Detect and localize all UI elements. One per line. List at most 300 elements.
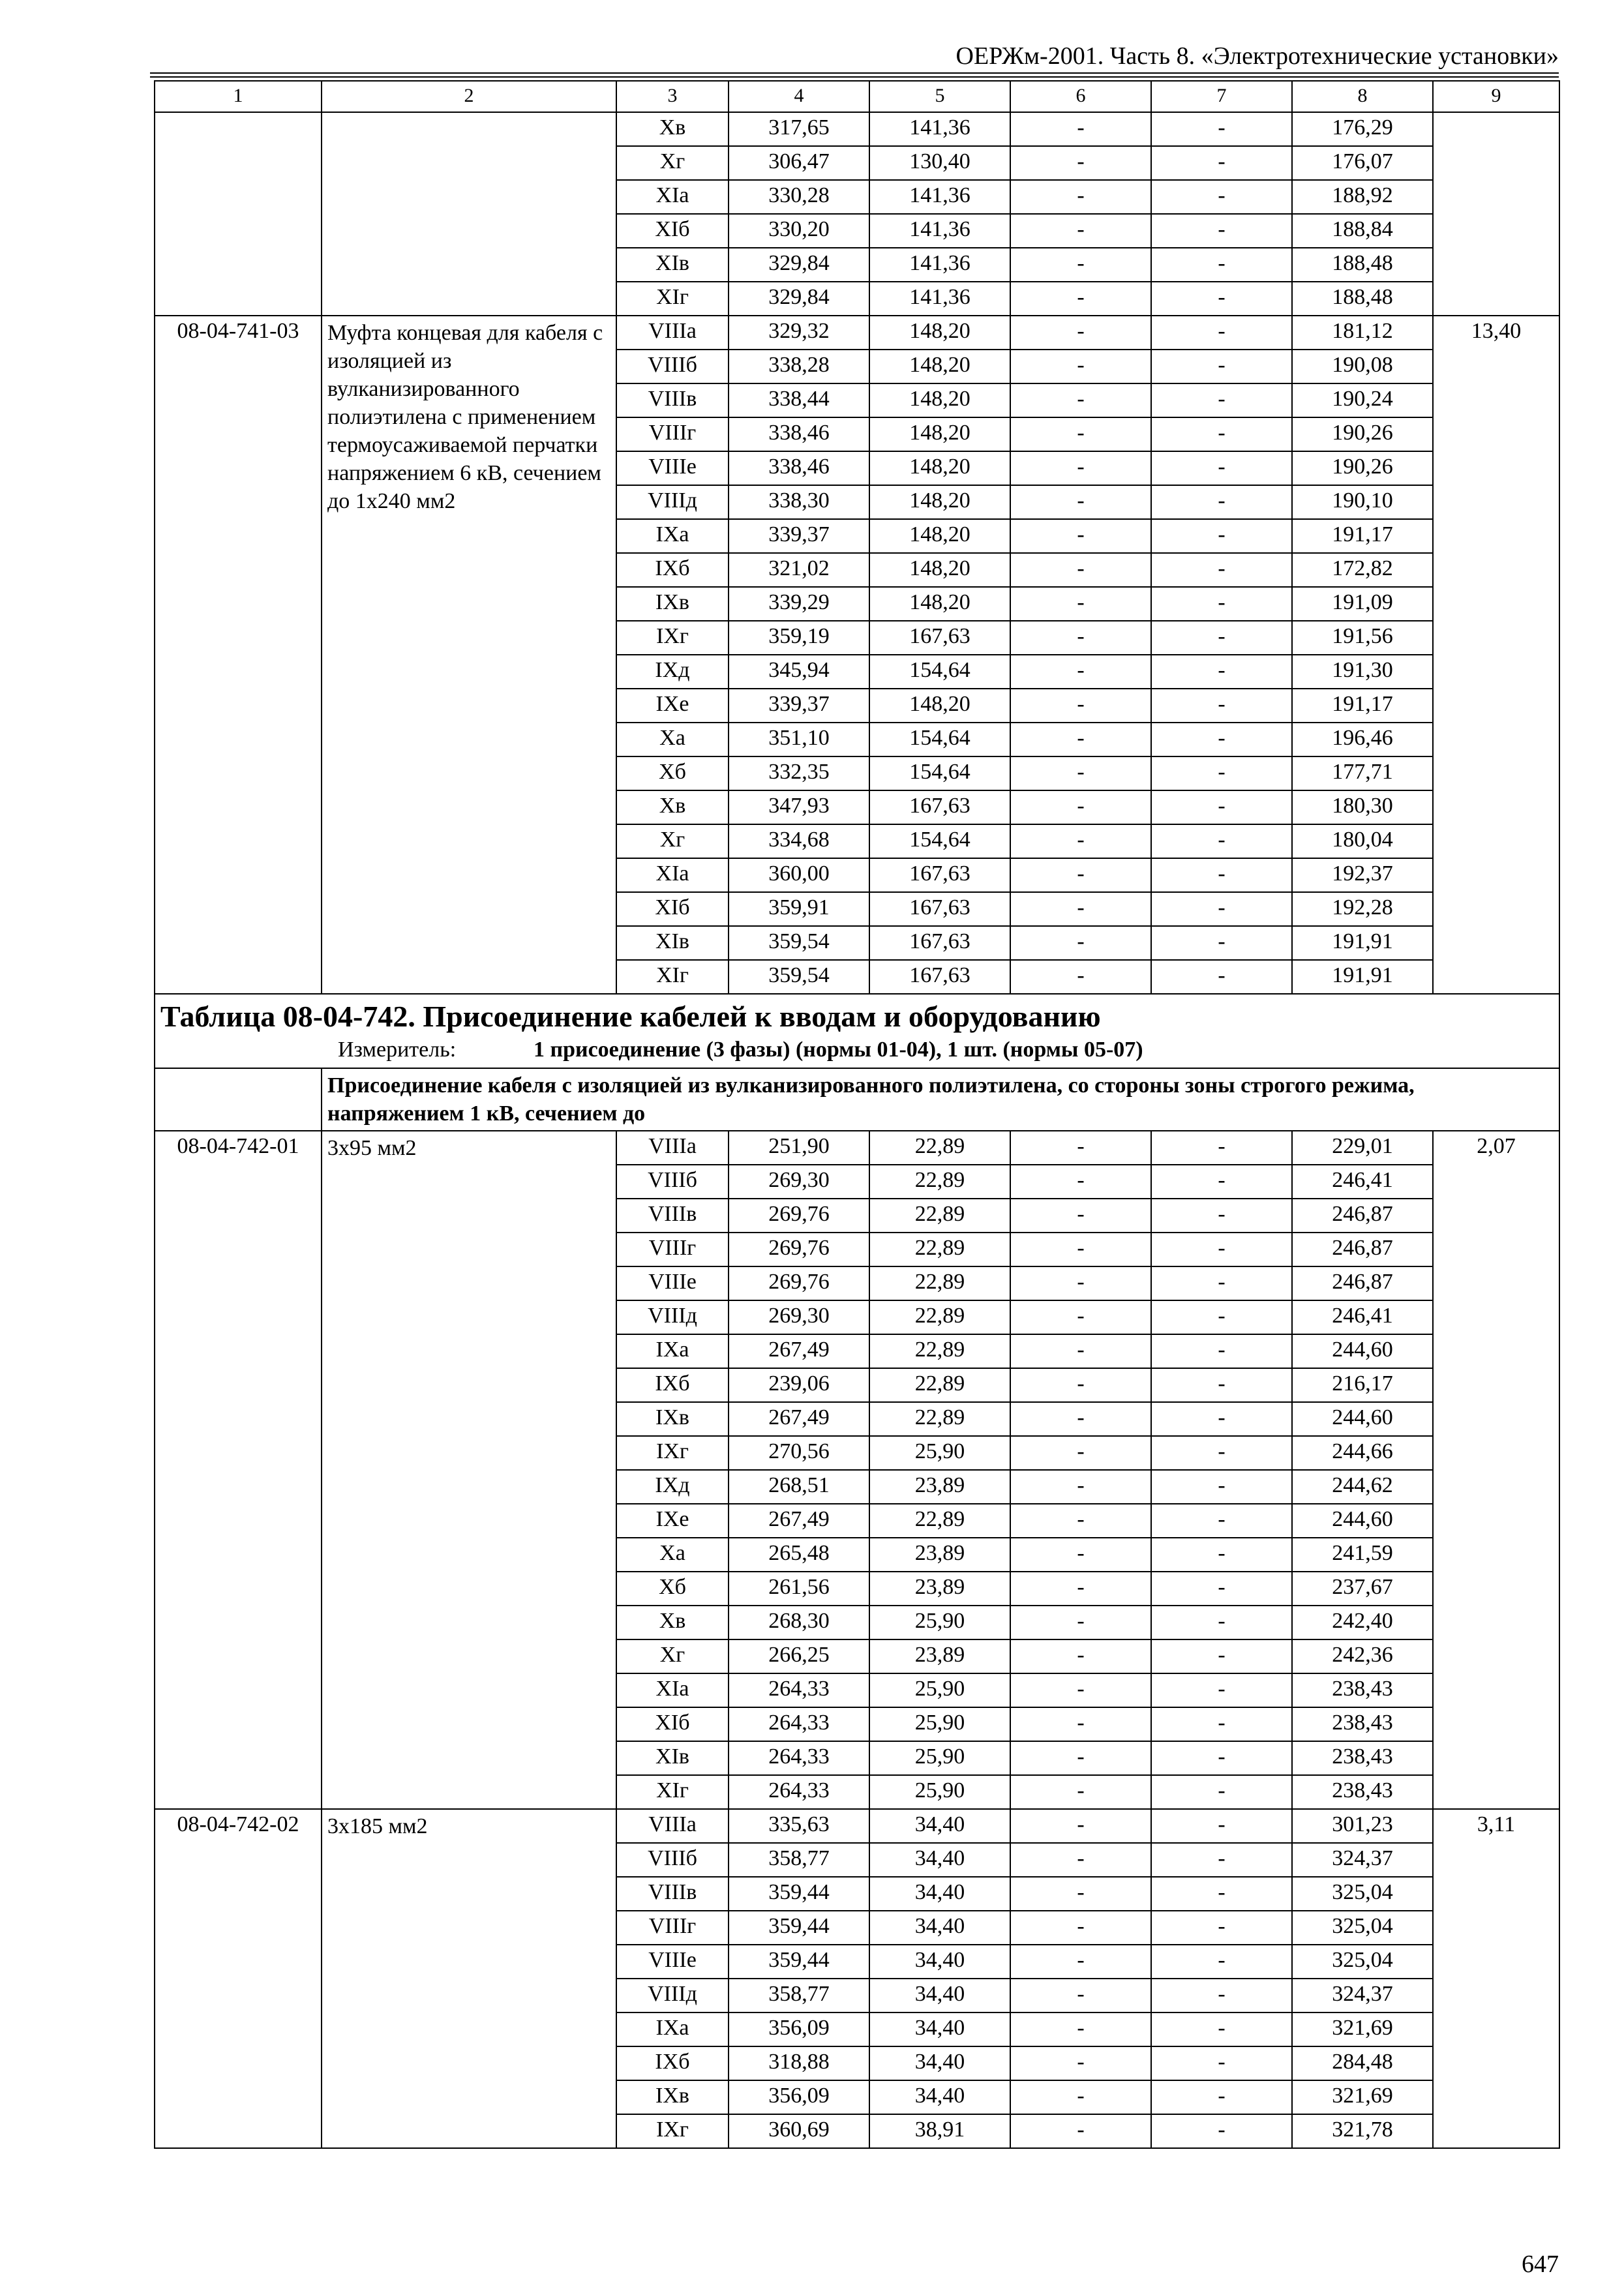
norm-description: 3х185 мм2 — [322, 1809, 616, 2148]
rates-table-body — [155, 81, 1559, 2148]
material-cost: 321,69 — [1292, 2012, 1433, 2046]
machine-cost: - — [1010, 1572, 1151, 1606]
total-cost: 321,02 — [729, 553, 869, 587]
material-cost: 190,26 — [1292, 417, 1433, 451]
machine-cost: - — [1010, 1199, 1151, 1233]
operator-wage: - — [1151, 824, 1292, 858]
zone-code: VIIIд — [616, 485, 729, 519]
section-title: Присоединение кабеля с изоляцией из вулканизированного полиэтилена, со стороны зоны строгого режима, напряжением 1 кВ, сечением до — [322, 1068, 1559, 1131]
zone-code: IXг — [616, 1436, 729, 1470]
operator-wage: - — [1151, 960, 1292, 994]
material-cost: 241,59 — [1292, 1538, 1433, 1572]
total-cost: 351,10 — [729, 723, 869, 756]
column-number: 3 — [616, 81, 729, 112]
measure-line — [160, 1035, 1555, 1065]
labor-cost: 34,40 — [869, 1809, 1010, 1843]
machine-cost: - — [1010, 1470, 1151, 1504]
material-cost: 190,08 — [1292, 350, 1433, 383]
total-cost: 330,20 — [729, 214, 869, 248]
material-cost: 244,62 — [1292, 1470, 1433, 1504]
total-cost: 338,46 — [729, 417, 869, 451]
zone-code: IXе — [616, 1504, 729, 1538]
machine-cost: - — [1010, 112, 1151, 146]
material-cost: 191,56 — [1292, 621, 1433, 655]
labor-cost: 154,64 — [869, 824, 1010, 858]
machine-cost: - — [1010, 587, 1151, 621]
labor-cost: 141,36 — [869, 112, 1010, 146]
material-cost: 192,28 — [1292, 892, 1433, 926]
zone-code: IXб — [616, 2046, 729, 2080]
operator-wage: - — [1151, 858, 1292, 892]
norm-code: 08-04-742-02 — [155, 1809, 322, 2148]
material-cost: 191,91 — [1292, 926, 1433, 960]
operator-wage: - — [1151, 383, 1292, 417]
zone-code: VIIIе — [616, 451, 729, 485]
machine-cost: - — [1010, 383, 1151, 417]
machine-cost: - — [1010, 1707, 1151, 1741]
zone-code: Xв — [616, 112, 729, 146]
total-cost: 332,35 — [729, 756, 869, 790]
material-cost: 181,12 — [1292, 316, 1433, 350]
operator-wage: - — [1151, 1266, 1292, 1300]
labor-cost: 23,89 — [869, 1639, 1010, 1673]
zone-code: XIг — [616, 1775, 729, 1809]
operator-wage: - — [1151, 2114, 1292, 2148]
zone-code: XIб — [616, 214, 729, 248]
labor-cost: 23,89 — [869, 1572, 1010, 1606]
material-cost: 284,48 — [1292, 2046, 1433, 2080]
material-cost: 188,92 — [1292, 180, 1433, 214]
operator-wage: - — [1151, 756, 1292, 790]
zone-code: VIIIв — [616, 1199, 729, 1233]
machine-cost: - — [1010, 689, 1151, 723]
total-cost: 266,25 — [729, 1639, 869, 1673]
running-header: ОЕРЖм-2001. Часть 8. «Электротехнические установки» — [955, 42, 1559, 70]
labor-cost: 141,36 — [869, 180, 1010, 214]
zone-code: XIб — [616, 1707, 729, 1741]
machine-cost: - — [1010, 248, 1151, 282]
machine-cost: - — [1010, 960, 1151, 994]
machine-cost: - — [1010, 756, 1151, 790]
header-rule-secondary — [150, 76, 1559, 78]
total-cost: 338,28 — [729, 350, 869, 383]
zone-code: VIIIа — [616, 1809, 729, 1843]
labor-hours — [1433, 112, 1559, 316]
labor-cost: 154,64 — [869, 756, 1010, 790]
material-cost: 242,36 — [1292, 1639, 1433, 1673]
operator-wage: - — [1151, 146, 1292, 180]
material-cost: 321,78 — [1292, 2114, 1433, 2148]
zone-code: IXа — [616, 2012, 729, 2046]
operator-wage: - — [1151, 1402, 1292, 1436]
operator-wage: - — [1151, 1809, 1292, 1843]
machine-cost: - — [1010, 1538, 1151, 1572]
table-title-row — [155, 994, 1559, 1068]
labor-cost: 22,89 — [869, 1504, 1010, 1538]
operator-wage: - — [1151, 1199, 1292, 1233]
machine-cost: - — [1010, 1775, 1151, 1809]
machine-cost: - — [1010, 1131, 1151, 1165]
total-cost: 338,44 — [729, 383, 869, 417]
labor-cost: 25,90 — [869, 1606, 1010, 1639]
total-cost: 358,77 — [729, 1979, 869, 2012]
zone-code: IXа — [616, 1334, 729, 1368]
operator-wage: - — [1151, 926, 1292, 960]
labor-cost: 148,20 — [869, 553, 1010, 587]
total-cost: 339,37 — [729, 689, 869, 723]
labor-cost: 148,20 — [869, 316, 1010, 350]
column-number: 8 — [1292, 81, 1433, 112]
operator-wage: - — [1151, 723, 1292, 756]
material-cost: 229,01 — [1292, 1131, 1433, 1165]
labor-cost: 25,90 — [869, 1707, 1010, 1741]
operator-wage: - — [1151, 1877, 1292, 1911]
machine-cost: - — [1010, 1639, 1151, 1673]
labor-cost: 148,20 — [869, 485, 1010, 519]
machine-cost: - — [1010, 1165, 1151, 1199]
labor-cost: 130,40 — [869, 146, 1010, 180]
total-cost: 317,65 — [729, 112, 869, 146]
machine-cost: - — [1010, 1741, 1151, 1775]
machine-cost: - — [1010, 451, 1151, 485]
norm-description: 3х95 мм2 — [322, 1131, 616, 1809]
material-cost: 176,07 — [1292, 146, 1433, 180]
material-cost: 238,43 — [1292, 1707, 1433, 1741]
total-cost: 268,51 — [729, 1470, 869, 1504]
zone-code: VIIIа — [616, 316, 729, 350]
total-cost: 267,49 — [729, 1402, 869, 1436]
material-cost: 191,17 — [1292, 519, 1433, 553]
zone-code: XIг — [616, 960, 729, 994]
zone-code: XIа — [616, 180, 729, 214]
total-cost: 268,30 — [729, 1606, 869, 1639]
total-cost: 269,76 — [729, 1266, 869, 1300]
material-cost: 177,71 — [1292, 756, 1433, 790]
zone-code: VIIIе — [616, 1945, 729, 1979]
total-cost: 264,33 — [729, 1707, 869, 1741]
operator-wage: - — [1151, 2080, 1292, 2114]
zone-code: XIв — [616, 926, 729, 960]
operator-wage: - — [1151, 689, 1292, 723]
labor-cost: 23,89 — [869, 1538, 1010, 1572]
zone-code: IXб — [616, 1368, 729, 1402]
column-number: 1 — [155, 81, 322, 112]
machine-cost: - — [1010, 2080, 1151, 2114]
material-cost: 180,04 — [1292, 824, 1433, 858]
labor-cost: 34,40 — [869, 1843, 1010, 1877]
zone-code: VIIIв — [616, 383, 729, 417]
labor-cost: 22,89 — [869, 1199, 1010, 1233]
total-cost: 339,29 — [729, 587, 869, 621]
section-row — [155, 1068, 1559, 1131]
material-cost: 325,04 — [1292, 1945, 1433, 1979]
column-number: 5 — [869, 81, 1010, 112]
labor-cost: 38,91 — [869, 2114, 1010, 2148]
zone-code: Xв — [616, 1606, 729, 1639]
material-cost: 325,04 — [1292, 1911, 1433, 1945]
labor-cost: 22,89 — [869, 1266, 1010, 1300]
material-cost: 190,10 — [1292, 485, 1433, 519]
labor-cost: 22,89 — [869, 1368, 1010, 1402]
machine-cost: - — [1010, 926, 1151, 960]
material-cost: 246,87 — [1292, 1199, 1433, 1233]
material-cost: 191,17 — [1292, 689, 1433, 723]
material-cost: 246,41 — [1292, 1300, 1433, 1334]
column-number: 2 — [322, 81, 616, 112]
zone-code: IXд — [616, 655, 729, 689]
zone-code: VIIIб — [616, 1843, 729, 1877]
total-cost: 359,44 — [729, 1911, 869, 1945]
zone-code: Xб — [616, 1572, 729, 1606]
operator-wage: - — [1151, 1300, 1292, 1334]
total-cost: 261,56 — [729, 1572, 869, 1606]
machine-cost: - — [1010, 146, 1151, 180]
material-cost: 188,48 — [1292, 282, 1433, 316]
machine-cost: - — [1010, 1911, 1151, 1945]
labor-cost: 22,89 — [869, 1402, 1010, 1436]
material-cost: 324,37 — [1292, 1843, 1433, 1877]
total-cost: 329,84 — [729, 282, 869, 316]
zone-code: VIIIе — [616, 1266, 729, 1300]
zone-code: XIв — [616, 1741, 729, 1775]
machine-cost: - — [1010, 316, 1151, 350]
machine-cost: - — [1010, 1809, 1151, 1843]
labor-cost: 34,40 — [869, 2046, 1010, 2080]
labor-hours: 13,40 — [1433, 316, 1559, 994]
machine-cost: - — [1010, 655, 1151, 689]
total-cost: 338,30 — [729, 485, 869, 519]
operator-wage: - — [1151, 1436, 1292, 1470]
material-cost: 172,82 — [1292, 553, 1433, 587]
norm-description: Муфта концевая для кабеля с изоляцией из вулканизированного полиэтилена с применением термоусаживаемой перчатки напряжением 6 кВ, сечением до 1х240 мм2 — [322, 316, 616, 994]
material-cost: 244,60 — [1292, 1402, 1433, 1436]
zone-code: Xг — [616, 146, 729, 180]
operator-wage: - — [1151, 417, 1292, 451]
operator-wage: - — [1151, 282, 1292, 316]
labor-cost: 34,40 — [869, 2080, 1010, 2114]
machine-cost: - — [1010, 350, 1151, 383]
total-cost: 270,56 — [729, 1436, 869, 1470]
operator-wage: - — [1151, 1233, 1292, 1266]
total-cost: 269,76 — [729, 1199, 869, 1233]
machine-cost: - — [1010, 858, 1151, 892]
machine-cost: - — [1010, 790, 1151, 824]
labor-cost: 167,63 — [869, 960, 1010, 994]
column-number: 4 — [729, 81, 869, 112]
zone-code: IXб — [616, 553, 729, 587]
column-number: 6 — [1010, 81, 1151, 112]
total-cost: 269,30 — [729, 1300, 869, 1334]
total-cost: 359,54 — [729, 926, 869, 960]
material-cost: 192,37 — [1292, 858, 1433, 892]
total-cost: 265,48 — [729, 1538, 869, 1572]
machine-cost: - — [1010, 1300, 1151, 1334]
labor-cost: 22,89 — [869, 1300, 1010, 1334]
machine-cost: - — [1010, 417, 1151, 451]
labor-cost: 23,89 — [869, 1470, 1010, 1504]
zone-code: XIг — [616, 282, 729, 316]
page-number: 647 — [1522, 2251, 1559, 2278]
norm-description — [322, 112, 616, 316]
operator-wage: - — [1151, 1979, 1292, 2012]
measure-value: 1 присоединение (3 фазы) (нормы 01-04), 1 шт. (нормы 05-07) — [534, 1038, 1143, 1062]
machine-cost: - — [1010, 282, 1151, 316]
operator-wage: - — [1151, 1504, 1292, 1538]
norm-code: 08-04-741-03 — [155, 316, 322, 994]
table-row — [155, 1809, 1559, 1843]
labor-cost: 34,40 — [869, 2012, 1010, 2046]
total-cost: 360,00 — [729, 858, 869, 892]
zone-code: XIв — [616, 248, 729, 282]
labor-cost: 154,64 — [869, 723, 1010, 756]
operator-wage: - — [1151, 587, 1292, 621]
total-cost: 267,49 — [729, 1504, 869, 1538]
machine-cost: - — [1010, 180, 1151, 214]
total-cost: 251,90 — [729, 1131, 869, 1165]
machine-cost: - — [1010, 2012, 1151, 2046]
zone-code: Xг — [616, 1639, 729, 1673]
material-cost: 176,29 — [1292, 112, 1433, 146]
labor-cost: 148,20 — [869, 417, 1010, 451]
operator-wage: - — [1151, 2046, 1292, 2080]
labor-cost: 167,63 — [869, 926, 1010, 960]
total-cost: 360,69 — [729, 2114, 869, 2148]
labor-cost: 154,64 — [869, 655, 1010, 689]
total-cost: 356,09 — [729, 2080, 869, 2114]
labor-cost: 167,63 — [869, 621, 1010, 655]
material-cost: 188,84 — [1292, 214, 1433, 248]
machine-cost: - — [1010, 1877, 1151, 1911]
material-cost: 246,87 — [1292, 1233, 1433, 1266]
labor-cost: 34,40 — [869, 1979, 1010, 2012]
zone-code: XIа — [616, 1673, 729, 1707]
measure-label: Измеритель: — [338, 1038, 457, 1062]
material-cost: 301,23 — [1292, 1809, 1433, 1843]
machine-cost: - — [1010, 1233, 1151, 1266]
zone-code: XIа — [616, 858, 729, 892]
material-cost: 324,37 — [1292, 1979, 1433, 2012]
material-cost: 244,60 — [1292, 1334, 1433, 1368]
material-cost: 216,17 — [1292, 1368, 1433, 1402]
total-cost: 359,54 — [729, 960, 869, 994]
operator-wage: - — [1151, 1639, 1292, 1673]
machine-cost: - — [1010, 1402, 1151, 1436]
zone-code: IXг — [616, 621, 729, 655]
total-cost: 269,30 — [729, 1165, 869, 1199]
operator-wage: - — [1151, 180, 1292, 214]
total-cost: 264,33 — [729, 1741, 869, 1775]
labor-cost: 148,20 — [869, 587, 1010, 621]
zone-code: IXе — [616, 689, 729, 723]
zone-code: Xа — [616, 1538, 729, 1572]
material-cost: 191,91 — [1292, 960, 1433, 994]
rates-table — [154, 80, 1560, 2149]
total-cost: 356,09 — [729, 2012, 869, 2046]
zone-code: IXа — [616, 519, 729, 553]
total-cost: 264,33 — [729, 1775, 869, 1809]
operator-wage: - — [1151, 2012, 1292, 2046]
operator-wage: - — [1151, 1606, 1292, 1639]
labor-cost: 141,36 — [869, 248, 1010, 282]
table-row — [155, 316, 1559, 350]
total-cost: 359,19 — [729, 621, 869, 655]
material-cost: 196,46 — [1292, 723, 1433, 756]
material-cost: 191,09 — [1292, 587, 1433, 621]
labor-cost: 148,20 — [869, 689, 1010, 723]
machine-cost: - — [1010, 1945, 1151, 1979]
labor-hours: 2,07 — [1433, 1131, 1559, 1809]
total-cost: 347,93 — [729, 790, 869, 824]
machine-cost: - — [1010, 621, 1151, 655]
total-cost: 330,28 — [729, 180, 869, 214]
column-number: 7 — [1151, 81, 1292, 112]
table-row — [155, 112, 1559, 146]
operator-wage: - — [1151, 1538, 1292, 1572]
operator-wage: - — [1151, 451, 1292, 485]
machine-cost: - — [1010, 1266, 1151, 1300]
norm-code: 08-04-742-01 — [155, 1131, 322, 1809]
operator-wage: - — [1151, 1470, 1292, 1504]
table-title-cell — [155, 994, 1559, 1068]
zone-code: XIб — [616, 892, 729, 926]
labor-cost: 34,40 — [869, 1945, 1010, 1979]
total-cost: 359,44 — [729, 1945, 869, 1979]
operator-wage: - — [1151, 1572, 1292, 1606]
zone-code: VIIIг — [616, 417, 729, 451]
material-cost: 180,30 — [1292, 790, 1433, 824]
norm-code — [155, 112, 322, 316]
zone-code: Xа — [616, 723, 729, 756]
operator-wage: - — [1151, 350, 1292, 383]
zone-code: VIIIг — [616, 1233, 729, 1266]
labor-cost: 22,89 — [869, 1165, 1010, 1199]
labor-cost: 141,36 — [869, 214, 1010, 248]
column-number: 9 — [1433, 81, 1559, 112]
material-cost: 238,43 — [1292, 1775, 1433, 1809]
zone-code: Xб — [616, 756, 729, 790]
total-cost: 359,44 — [729, 1877, 869, 1911]
machine-cost: - — [1010, 1673, 1151, 1707]
operator-wage: - — [1151, 1775, 1292, 1809]
operator-wage: - — [1151, 316, 1292, 350]
machine-cost: - — [1010, 892, 1151, 926]
total-cost: 339,37 — [729, 519, 869, 553]
machine-cost: - — [1010, 1368, 1151, 1402]
machine-cost: - — [1010, 2114, 1151, 2148]
zone-code: VIIIд — [616, 1300, 729, 1334]
zone-code: IXв — [616, 2080, 729, 2114]
operator-wage: - — [1151, 519, 1292, 553]
labor-cost: 25,90 — [869, 1673, 1010, 1707]
zone-code: IXг — [616, 2114, 729, 2148]
operator-wage: - — [1151, 1165, 1292, 1199]
material-cost: 237,67 — [1292, 1572, 1433, 1606]
section-empty-cell — [155, 1068, 322, 1131]
material-cost: 321,69 — [1292, 2080, 1433, 2114]
total-cost: 318,88 — [729, 2046, 869, 2080]
machine-cost: - — [1010, 214, 1151, 248]
machine-cost: - — [1010, 1843, 1151, 1877]
total-cost: 329,84 — [729, 248, 869, 282]
machine-cost: - — [1010, 1334, 1151, 1368]
operator-wage: - — [1151, 1945, 1292, 1979]
zone-code: IXд — [616, 1470, 729, 1504]
labor-cost: 148,20 — [869, 350, 1010, 383]
operator-wage: - — [1151, 790, 1292, 824]
machine-cost: - — [1010, 824, 1151, 858]
operator-wage: - — [1151, 1843, 1292, 1877]
zone-code: VIIIв — [616, 1877, 729, 1911]
